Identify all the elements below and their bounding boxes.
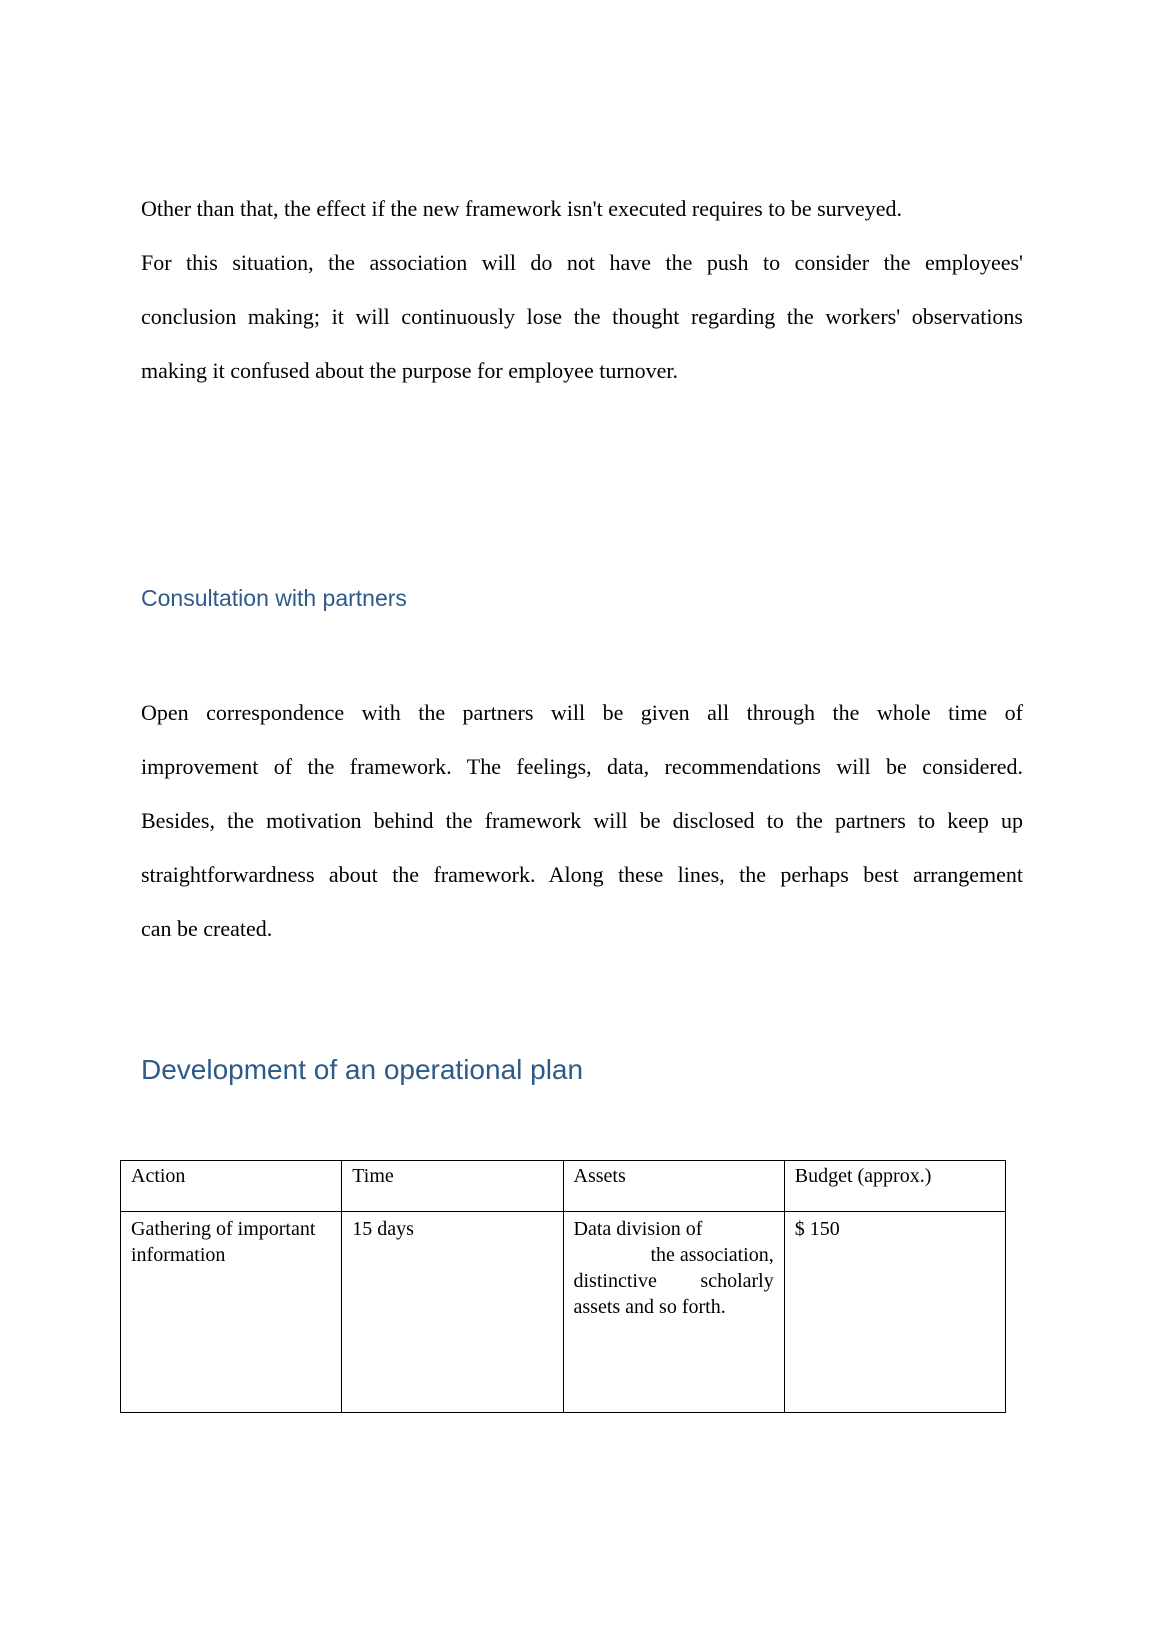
intro-para-line: conclusion making; it will continuously lose the thought regarding the workers' observations	[141, 304, 1023, 329]
consultation-line: straightforwardness about the framework. Along these lines, the perhaps best arrangement	[141, 862, 1023, 887]
cell-time: 15 days	[342, 1212, 563, 1413]
assets-line: Data division of	[573, 1218, 703, 1240]
intro-line-1: Other than that, the effect if the new framework isn't executed requires to be surveyed.	[141, 196, 903, 221]
consultation-line: Besides, the motivation behind the framework will be disclosed to the partners to keep up	[141, 808, 1023, 833]
assets-line: the association,	[650, 1244, 774, 1266]
consultation-line: improvement of the framework. The feelings, data, recommendations will be considered.	[141, 754, 1023, 779]
assets-line: distinctive scholarly	[573, 1270, 774, 1292]
consultation-line: can be created.	[141, 916, 273, 941]
header-assets: Assets	[563, 1161, 784, 1212]
operational-plan-table	[120, 1160, 1006, 1413]
assets-line: assets and so forth.	[573, 1296, 726, 1318]
intro-para-line: For this situation, the association will do not have the push to consider the employees'	[141, 250, 1023, 275]
operational-plan-heading: Development of an operational plan	[141, 1054, 584, 1085]
consultation-line: Open correspondence with the partners will be given all through the whole time of	[141, 700, 1023, 725]
cell-budget: $ 150	[784, 1212, 1005, 1413]
table-header-row	[121, 1161, 1006, 1212]
table-row	[121, 1212, 1006, 1413]
header-time: Time	[342, 1161, 563, 1212]
cell-assets	[563, 1212, 784, 1413]
header-action: Action	[121, 1161, 342, 1212]
header-budget: Budget (approx.)	[784, 1161, 1005, 1212]
cell-action: Gathering of important information	[121, 1212, 342, 1413]
intro-para-line: making it confused about the purpose for employee turnover.	[141, 358, 679, 383]
consultation-heading: Consultation with partners	[141, 585, 407, 611]
